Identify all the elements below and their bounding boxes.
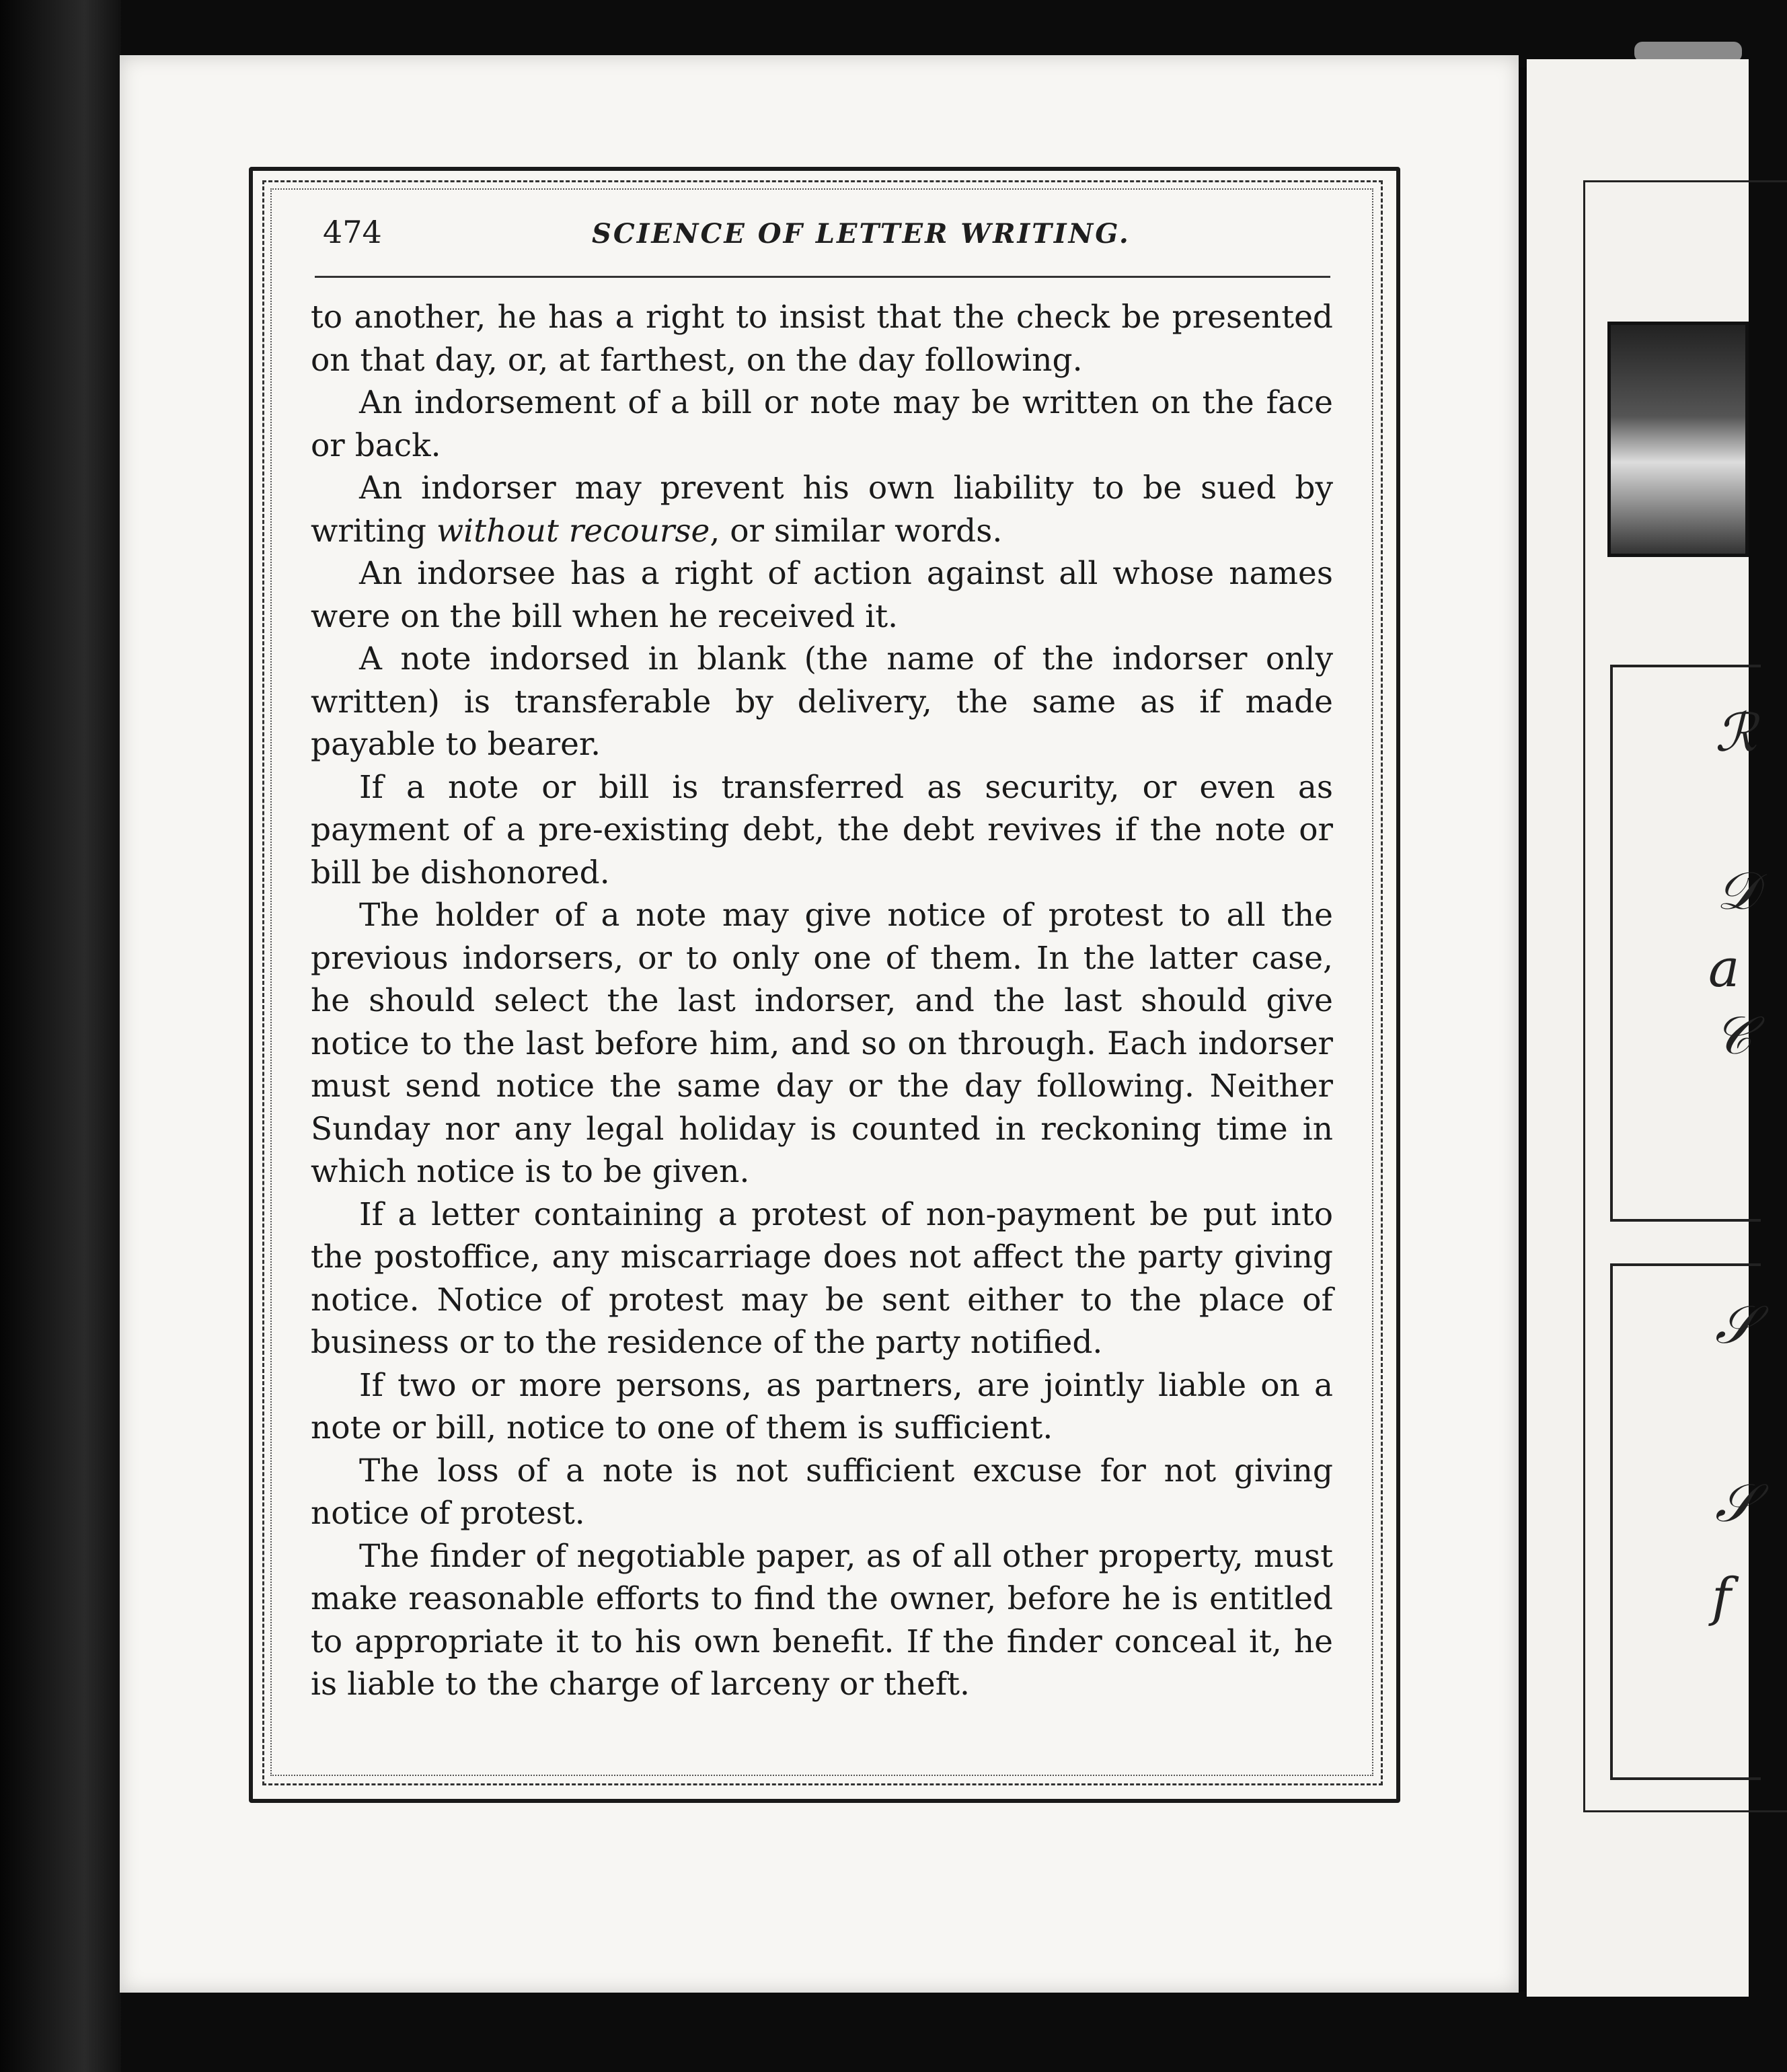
- paragraph: The loss of a note is not sufficient excuse for not giving notice of protest.: [311, 1452, 1333, 1532]
- running-head: [323, 214, 1332, 254]
- paragraph: [311, 467, 1333, 552]
- paragraph: A note indorsed in blank (the name of the indorser only written) is transferable by delivery, the same as if made payable to bearer.: [311, 640, 1333, 763]
- header-rule: [315, 276, 1330, 278]
- paragraph: If a letter containing a protest of non-payment be put into the postoffice, any miscarriage does not affect the party giving notice. Notice of protest may be sent either to the place of business or to the residence of the party notified.: [311, 1195, 1333, 1361]
- right-page-illustration: [1607, 322, 1749, 557]
- paragraph: An indorsement of a bill or note may be written on the face or back.: [311, 384, 1333, 464]
- paragraph: to another, he has a right to insist that the check be presented on that day, or, at farthest, on the day following.: [311, 299, 1333, 379]
- right-page-script-glyph: 𝒮: [1715, 1295, 1756, 1356]
- right-page-script-glyph: f: [1712, 1567, 1731, 1628]
- right-page-script-glyph: 𝒞: [1714, 1006, 1752, 1066]
- right-page-script-glyph: 𝒮: [1715, 1473, 1756, 1534]
- paragraph: An indorsee has a right of action against all whose names were on the bill when he received it.: [311, 555, 1333, 635]
- paragraph: The holder of a note may give notice of protest to all the previous indorsers, or to only one of them. In the latter case, he should select the last indorser, and the last should give notice to the last before him, and so on through. Each indorser must send notice the same day or the day following. Neither Sunday nor any legal holiday is counted in reckoning time in which notice is to be given.: [311, 897, 1333, 1190]
- paragraph: If two or more persons, as partners, are jointly liable on a note or bill, notice to one of them is sufficient.: [311, 1366, 1333, 1446]
- paragraph: The finder of negotiable paper, as of all other property, must make reasonable efforts to find the owner, before he is entitled to appropriate it to his own benefit. If the finder conceal it, he is liable to the charge of larceny or theft.: [311, 1537, 1333, 1703]
- right-page-script-glyph: 𝒟: [1716, 861, 1759, 922]
- paragraph-text: An indorser may prevent his own liability to be sued by writing: [311, 470, 1333, 550]
- right-page-script-glyph: a: [1708, 938, 1740, 999]
- italic-phrase: without recourse: [436, 512, 710, 550]
- paragraph: If a note or bill is transferred as security, or even as payment of a pre-existing debt, the debt revives if the note or bill be dishonored.: [311, 768, 1333, 891]
- right-page-script-glyph: ℛ: [1715, 703, 1757, 764]
- page-number: 474: [323, 214, 382, 250]
- paragraph-text: , or similar words.: [710, 512, 1003, 550]
- body-text: [311, 296, 1333, 1706]
- scan-background-left: [0, 0, 121, 2072]
- running-title: SCIENCE OF LETTER WRITING.: [592, 218, 1131, 250]
